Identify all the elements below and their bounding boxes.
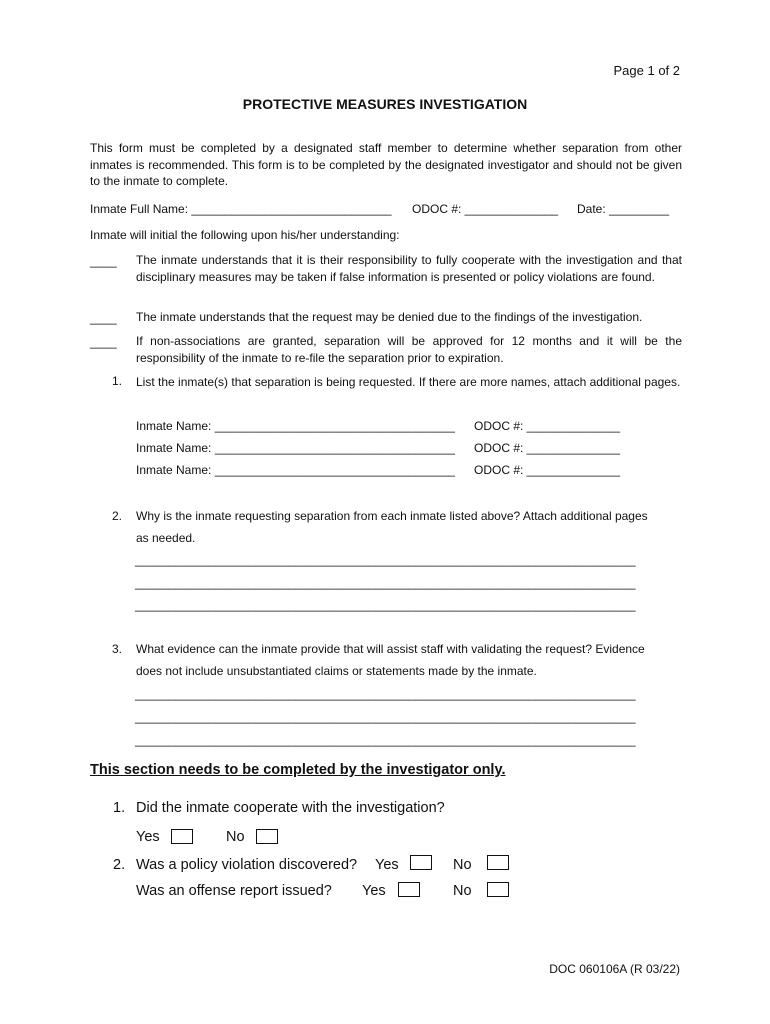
question-text: Did the inmate cooperate with the investigation? bbox=[136, 800, 445, 816]
policy-violation-yes-checkbox[interactable] bbox=[410, 855, 432, 870]
question-number: 1. bbox=[113, 800, 126, 816]
answer-line[interactable]: ___________________________________________________________________________ bbox=[135, 687, 636, 701]
odoc-number-field[interactable]: ODOC #: ______________ bbox=[412, 202, 559, 216]
question-text: Was a policy violation discovered? bbox=[136, 857, 358, 873]
acknowledgement-text: If non-associations are granted, separation will be approved for 12 months and it will be the responsibility of the inmate to re-file the separation prior to expiration. bbox=[136, 334, 682, 365]
answer-line[interactable]: ___________________________________________________________________________ bbox=[135, 576, 636, 590]
inmate-odoc-field[interactable]: ODOC #: ______________ bbox=[474, 419, 621, 433]
intro-paragraph: This form must be completed by a designated staff member to determine whether separation from other inmates is recommended. This form is to be completed by the designated investigator and should not be given to the inmate to complete. bbox=[90, 141, 682, 188]
answer-line[interactable]: ___________________________________________________________________________ bbox=[135, 733, 636, 747]
inmate-odoc-field[interactable]: ODOC #: ______________ bbox=[474, 463, 621, 477]
initial-blank[interactable]: ____ bbox=[90, 254, 117, 268]
inmate-odoc-field[interactable]: ODOC #: ______________ bbox=[474, 441, 621, 455]
inmate-name-field[interactable]: Inmate Name: ____________________________________ bbox=[136, 419, 455, 433]
question-number: 2. bbox=[112, 509, 123, 523]
question-text: Was an offense report issued? bbox=[136, 883, 332, 899]
initial-blank[interactable]: ____ bbox=[90, 335, 117, 349]
inmate-full-name-field[interactable]: Inmate Full Name: ______________________________ bbox=[90, 202, 392, 216]
question-text: Why is the inmate requesting separation from each inmate listed above? Attach additional pages bbox=[136, 509, 648, 523]
form-code-footer: DOC 060106A (R 03/22) bbox=[549, 962, 680, 976]
policy-violation-no-checkbox[interactable] bbox=[487, 855, 509, 870]
yes-label: Yes bbox=[136, 829, 160, 845]
cooperate-no-checkbox[interactable] bbox=[256, 829, 278, 844]
no-label: No bbox=[453, 857, 472, 873]
form-title: PROTECTIVE MEASURES INVESTIGATION bbox=[242, 96, 528, 112]
acknowledgement-text: The inmate understands that the request may be denied due to the findings of the investigation. bbox=[136, 310, 643, 324]
question-number: 2. bbox=[113, 857, 126, 873]
offense-report-no-checkbox[interactable] bbox=[487, 882, 509, 897]
offense-report-yes-checkbox[interactable] bbox=[398, 882, 420, 897]
no-label: No bbox=[453, 883, 472, 899]
answer-line[interactable]: ___________________________________________________________________________ bbox=[135, 553, 636, 567]
question-text: List the inmate(s) that separation is being requested. If there are more names, attach additional pages. bbox=[136, 375, 681, 389]
cooperate-yes-checkbox[interactable] bbox=[171, 829, 193, 844]
date-field[interactable]: Date: _________ bbox=[577, 202, 670, 216]
no-label: No bbox=[226, 829, 245, 845]
yes-label: Yes bbox=[375, 857, 399, 873]
yes-label: Yes bbox=[362, 883, 386, 899]
answer-line[interactable]: ___________________________________________________________________________ bbox=[135, 598, 636, 612]
acknowledgement-text: The inmate understands that it is their responsibility to fully cooperate with the investigation and that disciplinary measures may be taken if false information is presented or policy violations are found. bbox=[136, 253, 682, 284]
inmate-name-field[interactable]: Inmate Name: ____________________________________ bbox=[136, 441, 455, 455]
question-number: 1. bbox=[112, 374, 123, 388]
investigator-section-heading: This section needs to be completed by the investigator only. bbox=[90, 762, 506, 778]
question-number: 3. bbox=[112, 642, 123, 656]
question-text-continued: as needed. bbox=[136, 531, 196, 545]
page-number: Page 1 of 2 bbox=[613, 63, 680, 78]
initial-instruction: Inmate will initial the following upon his/her understanding: bbox=[90, 228, 400, 242]
initial-blank[interactable]: ____ bbox=[90, 311, 117, 325]
question-text-continued: does not include unsubstantiated claims or statements made by the inmate. bbox=[136, 664, 537, 678]
inmate-name-field[interactable]: Inmate Name: ____________________________________ bbox=[136, 463, 455, 477]
answer-line[interactable]: ___________________________________________________________________________ bbox=[135, 710, 636, 724]
question-text: What evidence can the inmate provide that will assist staff with validating the request? Evidence bbox=[136, 642, 645, 656]
